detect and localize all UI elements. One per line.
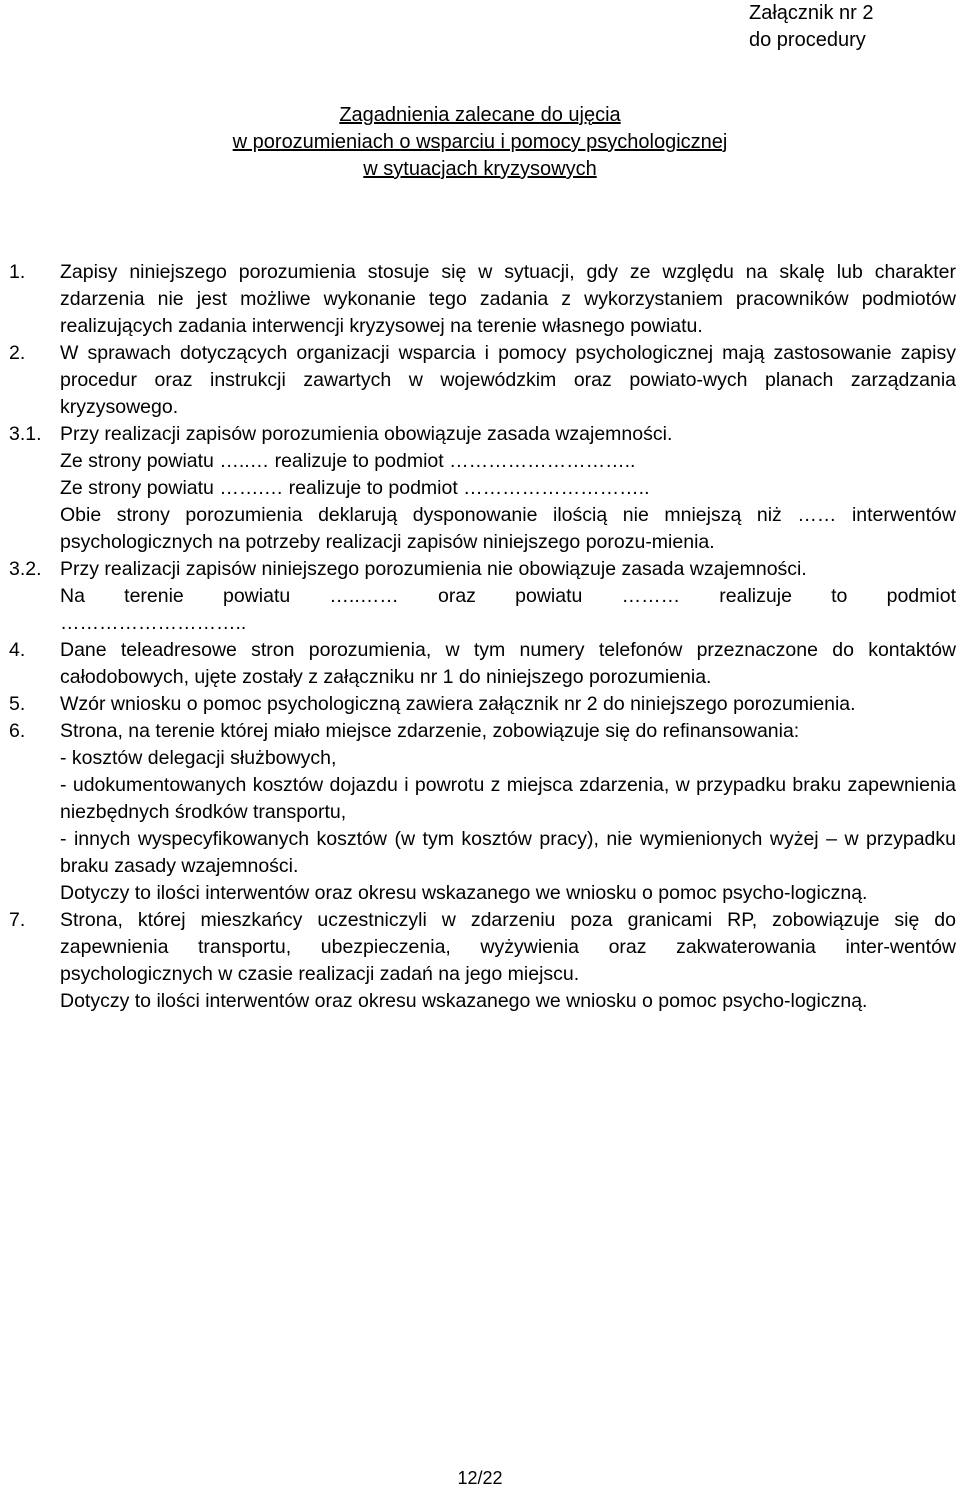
item-text: Przy realizacji zapisów niniejszego porozumienia nie obowiązuje zasada wzajemności.: [60, 558, 807, 580]
document-title: [120, 102, 840, 183]
item-fill-line-2: Ze strony powiatu …….… realizuje to podmiot ………………………..: [60, 477, 650, 499]
item-paragraph: Na terenie powiatu …..…… oraz powiatu ……… realizuje to podmiot: [60, 585, 956, 607]
list-item-1: [9, 259, 956, 340]
document-body: [9, 259, 956, 1015]
item-text: Zapisy niniejszego porozumienia stosuje się w sytuacji, gdy ze względu na skalę lub charakter zdarzenia nie jest możliwe wykonanie tego zadania z wykorzystaniem pracowników podmiotów realizujących zadania interwencji kryzysowej na terenie własnego powiatu.: [60, 261, 956, 337]
item-text: Strona, na terenie której miało miejsce zdarzenie, zobowiązuje się do refinansowania:: [60, 720, 800, 742]
item-number: 6.: [9, 720, 26, 742]
item-dots: ………………………..: [60, 612, 247, 634]
attachment-line-2: do procedury: [749, 29, 866, 51]
item-number: 4.: [9, 639, 26, 661]
item-number: 7.: [9, 909, 26, 931]
list-item-2: [9, 340, 956, 421]
bullet-2: - udokumentowanych kosztów dojazdu i powrotu z miejsca zdarzenia, w przypadku braku zapewnienia niezbędnych środków transportu,: [60, 774, 956, 823]
list-item-4: [9, 637, 956, 691]
item-text: Przy realizacji zapisów porozumienia obowiązuje zasada wzajemności.: [60, 423, 673, 445]
item-text: Strona, której mieszkańcy uczestniczyli w zdarzeniu poza granicami RP, zobowiązuje się do zapewnienia transportu, ubezpieczenia, wyżywienia oraz zakwaterowania inter-wentów psychologicznych w czasie realizacji zadań na jego miejscu.: [60, 909, 956, 985]
list-item-5: [9, 691, 956, 718]
list-item-3-1: [9, 421, 956, 556]
list-item-7: [9, 907, 956, 1015]
item-number: 5.: [9, 693, 26, 715]
item-note: Dotyczy to ilości interwentów oraz okresu wskazanego we wniosku o pomoc psycho-logiczną.: [60, 882, 868, 904]
title-line-2: w porozumieniach o wsparciu i pomocy psychologicznej: [232, 131, 728, 153]
bullet-1: - kosztów delegacji służbowych,: [60, 747, 337, 769]
page-number: 12/22: [457, 1468, 503, 1488]
item-number: 2.: [9, 342, 26, 364]
bullet-3: - innych wyspecyfikowanych kosztów (w tym kosztów pracy), nie wymienionych wyżej – w przypadku braku zasady wzajemności.: [60, 828, 956, 877]
item-number: 3.2.: [9, 558, 42, 580]
attachment-label: [749, 0, 874, 54]
item-text: Dane teleadresowe stron porozumienia, w tym numery telefonów przeznaczone do kontaktów całodobowych, ujęte zostały z załączniku nr 1 do niniejszego porozumienia.: [60, 639, 956, 688]
item-note: Dotyczy to ilości interwentów oraz okresu wskazanego we wniosku o pomoc psycho-logiczną.: [60, 990, 868, 1012]
title-line-3: w sytuacjach kryzysowych: [363, 158, 597, 180]
list-item-6: [9, 718, 956, 907]
item-paragraph: Obie strony porozumienia deklarują dysponowanie ilością nie mniejszą niż …… interwentów psychologicznych na potrzeby realizacji zapisów niniejszego porozu-mienia.: [60, 504, 956, 553]
item-number: 3.1.: [9, 423, 42, 445]
item-text: W sprawach dotyczących organizacji wsparcia i pomocy psychologicznej mają zastosowanie zapisy procedur oraz instrukcji zawartych w wojewódzkim oraz powiato-wych planach zarządzania kryzysowego.: [60, 342, 956, 418]
title-line-1: Zagadnienia zalecane do ujęcia: [339, 104, 621, 126]
item-text: Wzór wniosku o pomoc psychologiczną zawiera załącznik nr 2 do niniejszego porozumienia.: [60, 693, 856, 715]
list-item-3-2: [9, 556, 956, 637]
item-number: 1.: [9, 261, 26, 283]
item-fill-line-1: Ze strony powiatu …..… realizuje to podmiot ………………………..: [60, 450, 636, 472]
attachment-line-1: Załącznik nr 2: [749, 2, 874, 24]
